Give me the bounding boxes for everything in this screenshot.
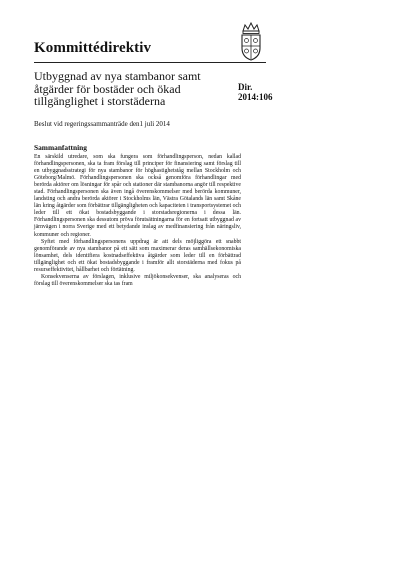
document-type-heading: Kommittédirektiv	[34, 40, 152, 56]
coat-of-arms-icon	[234, 22, 268, 62]
dir-number: 2014:106	[238, 92, 273, 102]
decision-date-line: Beslut vid regeringssammanträde den1 juli 2014	[34, 120, 170, 128]
dir-label: Dir.	[238, 82, 253, 92]
summary-body	[34, 154, 241, 288]
summary-paragraph-1: En särskild utredare, som ska fungera som förhandlingsperson, nedan kallad förhandlingspersonen, ska ta fram förslag till principer för finansiering samt förslag till en utbyggnadsstrategi för nya stambanor för höghastighetståg mellan Stockholm och Göteborg/Malmö. Förhandlingspersonen ska också genomföra förhandlingar med berörda aktörer om lösningar för spår och stationer där stambanorna angör till respektive stad. Förhandlingspersonen ska även ingå överenskommelser med berörda kommuner, landsting och andra berörda aktörer i Stockholms län, Västra Götalands län samt Skåne län kring åtgärder som förbättrar tillgängligheten och kapaciteten i transportsystemet och leder till ett ökat bostadsbyggande i storstadsregionerna i dessa län. Förhandlingspersonen ska dessutom pröva förutsättningarna för en fortsatt utbyggnad av järnvägen i norra Sverige med ett betydande inslag av medfinansiering från näringsliv, kommuner och regioner.	[34, 154, 241, 238]
summary-paragraph-2: Syftet med förhandlingspersonens uppdrag är att dels möjliggöra ett snabbt genomförande av nya stambanor på ett sätt som maximerar deras samhällsekonomiska lönsamhet, dels identifiera kostnadseffektiva åtgärder som leder till en förbättrad tillgänglighet och ett ökat bostadsbyggande i framför allt storstäderna med fokus på resurseffektivitet, hållbarhet och förtätning.	[34, 238, 241, 273]
header-divider	[34, 62, 266, 63]
summary-paragraph-3: Konsekvenserna av förslagen, inklusive miljökonsekvenser, ska analyseras och förslag till överenskommelser ska tas fram	[34, 273, 241, 287]
directive-number-label	[238, 82, 273, 102]
summary-heading: Sammanfattning	[34, 143, 87, 152]
directive-title: Utbyggnad av nya stambanor samt åtgärder för bostäder och ökad tillgänglighet i storstäderna	[34, 69, 201, 108]
